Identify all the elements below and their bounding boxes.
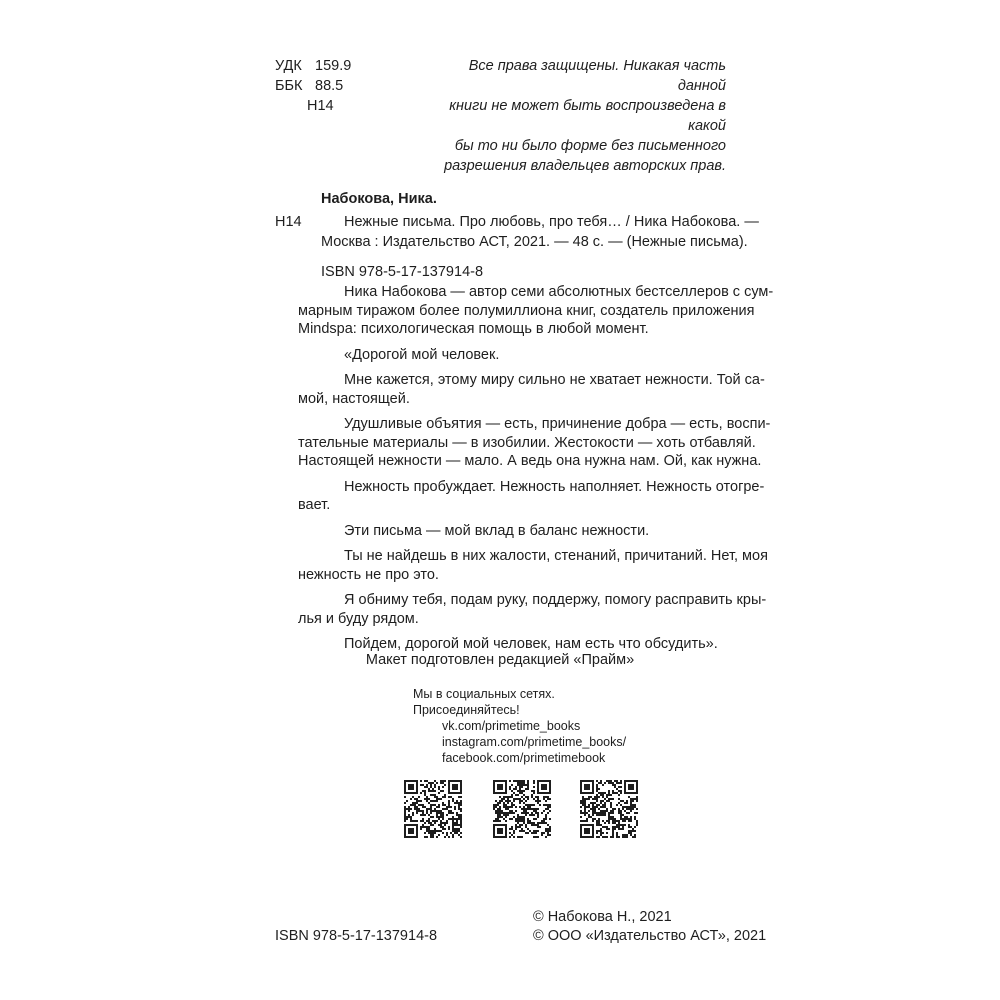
annotation-line: Настоящей нежности — мало. А ведь она нужна нам. Ой, как нужна. bbox=[298, 453, 762, 469]
shelf-mark: Н14 bbox=[275, 214, 302, 230]
udk-label: УДК bbox=[275, 58, 302, 74]
social-links bbox=[442, 718, 626, 766]
qr-facebook-icon bbox=[580, 780, 638, 838]
annotation-line: нежность не про это. bbox=[298, 566, 439, 583]
author-mark-row bbox=[275, 96, 351, 116]
annotation-line: тательные материалы — в изобилии. Жестокости — хоть отбавляй. bbox=[298, 434, 756, 451]
biblio-line: Нежные письма. Про любовь, про тебя… / Ника Набокова. — bbox=[344, 214, 759, 230]
rights-line: разрешения владельцев авторских прав. bbox=[444, 158, 726, 174]
annotation-paragraph bbox=[298, 371, 765, 408]
prepared-by: Макет подготовлен редакцией «Прайм» bbox=[365, 652, 635, 668]
rights-notice bbox=[420, 56, 726, 176]
annotation-line: Я обниму тебя, подам руку, поддержу, помогу расправить кры- bbox=[344, 592, 767, 608]
social-link-vk[interactable]: vk.com/primetime_books bbox=[442, 719, 581, 733]
annotation-paragraph bbox=[298, 591, 767, 628]
annotation bbox=[298, 283, 774, 661]
annotation-line: Эти письма — мой вклад в баланс нежности. bbox=[344, 522, 650, 539]
annotation-paragraph bbox=[298, 283, 774, 339]
udk-row bbox=[275, 56, 351, 76]
rights-line: книги не может быть воспроизведена в какой bbox=[449, 98, 726, 134]
social-intro bbox=[413, 686, 555, 718]
annotation-line: Нежность пробуждает. Нежность наполняет. Нежность отогре- bbox=[344, 478, 765, 495]
annotation-line: Ты не найдешь в них жалости, стенаний, причитаний. Нет, моя bbox=[344, 548, 768, 564]
annotation-line: вает. bbox=[298, 497, 331, 513]
isbn-main: ISBN 978-5-17-137914-8 bbox=[321, 264, 484, 280]
bbk-value: 88.5 bbox=[315, 78, 344, 94]
annotation-paragraph bbox=[321, 346, 728, 365]
social-line: Присоединяйтесь! bbox=[413, 703, 520, 717]
bbk-label: ББК bbox=[275, 78, 303, 94]
biblio-line: Москва : Издательство АСТ, 2021. — 48 с. — (Нежные письма). bbox=[321, 234, 748, 250]
annotation-paragraph bbox=[298, 478, 765, 515]
qr-vk-icon bbox=[404, 780, 462, 838]
author-mark: Н14 bbox=[307, 98, 334, 114]
copyright-block bbox=[533, 908, 766, 946]
classification-block bbox=[275, 56, 351, 116]
social-link-instagram[interactable]: instagram.com/primetime_books/ bbox=[442, 735, 627, 749]
annotation-line: марным тиражом более полумиллиона книг, создатель приложения bbox=[298, 302, 755, 319]
copyright-author: © Набокова Н., 2021 bbox=[533, 909, 672, 925]
bibliographic-description bbox=[321, 212, 759, 252]
annotation-line: мой, настоящей. bbox=[298, 390, 410, 407]
copyright-publisher: © ООО «Издательство АСТ», 2021 bbox=[533, 928, 767, 944]
annotation-line: Удушливые объятия — есть, причинение добра — есть, воспи- bbox=[344, 416, 771, 432]
annotation-line: лья и буду рядом. bbox=[298, 610, 419, 627]
annotation-line: «Дорогой мой человек. bbox=[344, 346, 500, 363]
bbk-row bbox=[275, 76, 351, 96]
qr-instagram-icon bbox=[493, 780, 551, 838]
social-line: Мы в социальных сетях. bbox=[413, 687, 555, 701]
annotation-line: Мне кажется, этому миру сильно не хватает нежности. Той са- bbox=[344, 372, 765, 388]
annotation-line: Ника Набокова — автор семи абсолютных бестселлеров с сум- bbox=[344, 284, 774, 300]
rights-line: бы то ни было форме без письменного bbox=[454, 138, 726, 154]
social-link-facebook[interactable]: facebook.com/primetimebook bbox=[442, 751, 606, 765]
annotation-paragraph bbox=[298, 415, 771, 471]
author-heading: Набокова, Ника. bbox=[321, 191, 437, 207]
annotation-paragraph bbox=[321, 522, 728, 541]
annotation-line: Пойдем, дорогой мой человек, нам есть что обсудить». bbox=[344, 636, 718, 652]
rights-line: Все права защищены. Никакая часть данной bbox=[468, 58, 726, 94]
annotation-line: Mindspa: психологическая помощь в любой момент. bbox=[298, 321, 649, 337]
udk-value: 159.9 bbox=[315, 58, 352, 74]
annotation-paragraph bbox=[298, 547, 768, 584]
footer-isbn: ISBN 978-5-17-137914-8 bbox=[275, 928, 438, 944]
